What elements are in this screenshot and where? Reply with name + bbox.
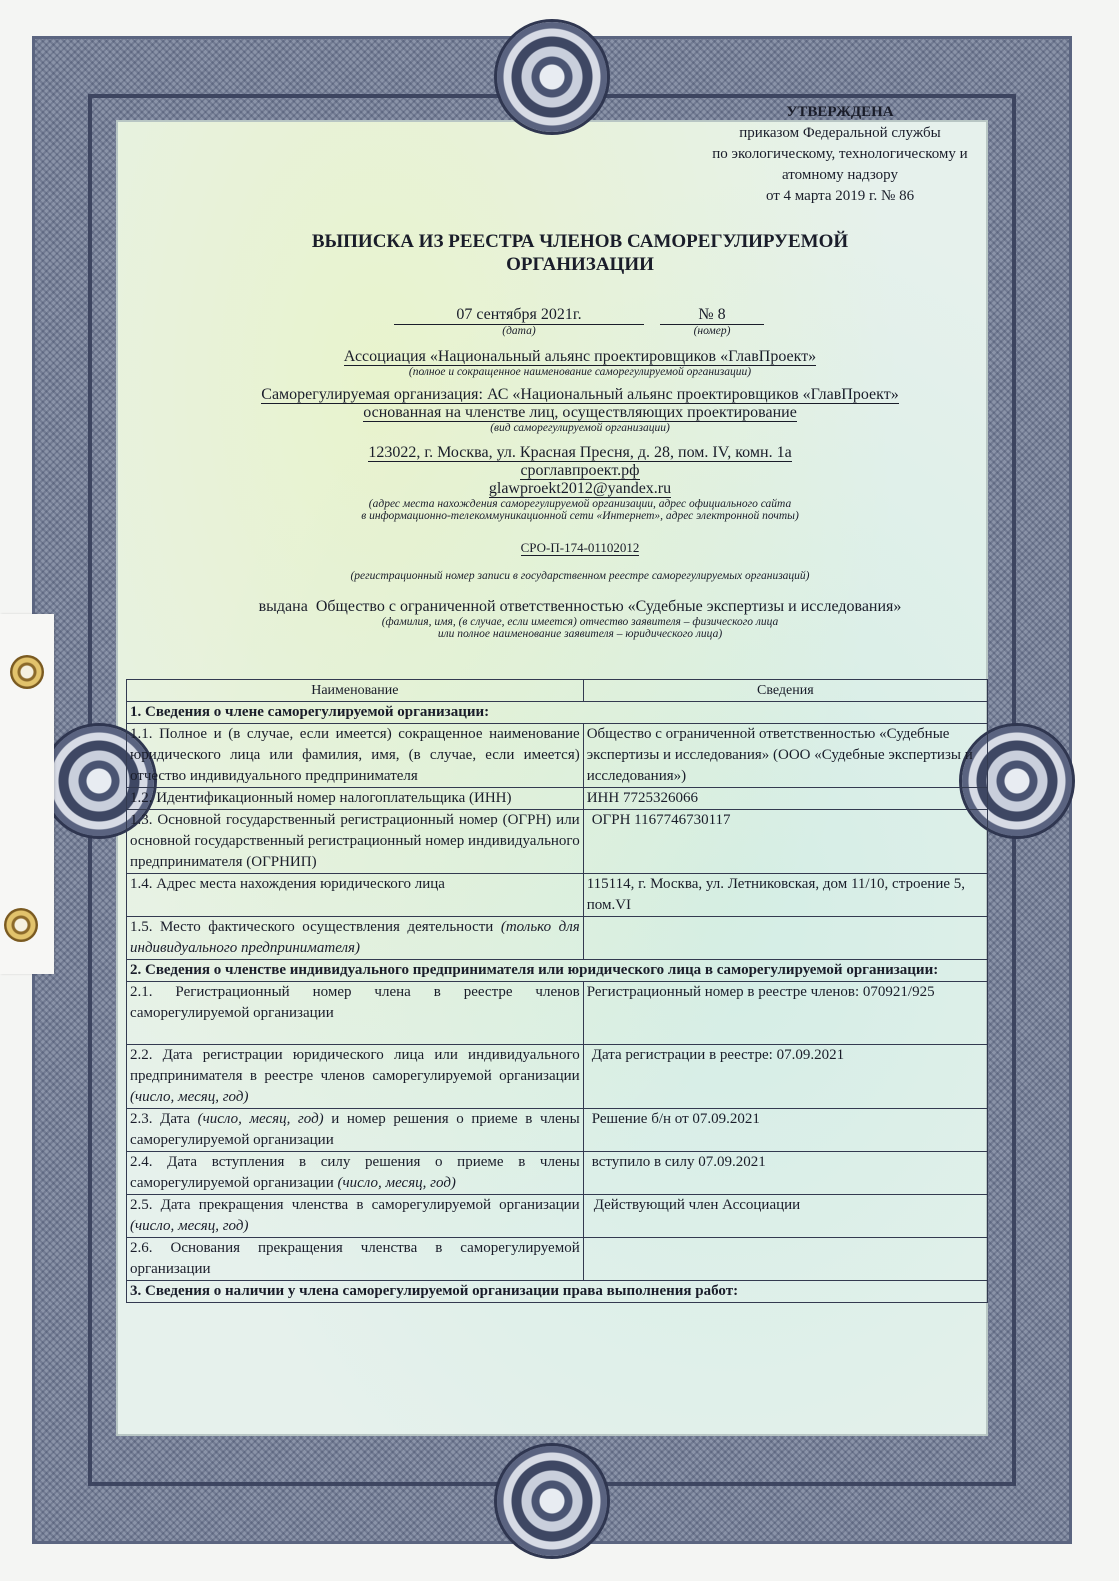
issued-to-caption: (фамилия, имя, (в случае, если имеется) отчество заявителя – физического лица: [381, 616, 779, 628]
organization-type-line: основанная на членстве лиц, осуществляющих проектирование: [363, 404, 797, 421]
field-label: [127, 1045, 584, 1109]
issued-to-block: [130, 598, 1030, 640]
approval-heading: УТВЕРЖДЕНА: [786, 104, 894, 120]
column-header: Наименование: [127, 680, 584, 702]
binding-eyelet-icon: [10, 655, 44, 689]
field-value: ОГРН 1167746730117: [583, 810, 987, 874]
field-label-note: (число, месяц, год): [130, 1218, 249, 1234]
field-label-text: 2.2. Дата регистрации юридического лица или индивидуального предпринимателя в реестре членов саморегулируемой организации: [130, 1047, 580, 1084]
field-label: [127, 1109, 584, 1152]
field-value: [583, 1238, 987, 1281]
field-label: [127, 917, 584, 960]
field-value: [583, 917, 987, 960]
organization-type-caption: (вид саморегулируемой организации): [490, 422, 670, 434]
issue-number-caption: (номер): [693, 325, 731, 337]
field-label-note: (число, месяц, год): [197, 1111, 324, 1127]
field-value: вступило в силу 07.09.2021: [583, 1152, 987, 1195]
section-row: [127, 702, 988, 724]
field-value: Регистрационный номер в реестре членов: 070921/925: [583, 982, 987, 1045]
registration-caption: (регистрационный номер записи в государственном реестре саморегулируемых организаций): [350, 570, 810, 582]
approval-line: по экологическому, технологическому и: [712, 146, 968, 162]
table-row: [127, 1195, 988, 1238]
column-header: Сведения: [583, 680, 987, 702]
organization-name-block: [130, 348, 1030, 378]
table-row: [127, 874, 988, 917]
field-label-text: 1.5. Место фактического осуществления деятельности: [130, 919, 494, 935]
field-value: ИНН 7725326066: [583, 788, 987, 810]
issue-number: № 8: [660, 306, 764, 325]
field-value: Действующий член Ассоциации: [583, 1195, 987, 1238]
organization-type-line: Саморегулируемая организация: АС «Национальный альянс проектировщиков «ГлавПроект»: [261, 386, 899, 403]
organization-type-block: [130, 386, 1030, 434]
organization-site-link[interactable]: сроглавпроект.рф: [520, 462, 640, 479]
field-label: 2.6. Основания прекращения членства в саморегулируемой организации: [127, 1238, 584, 1281]
field-label: [127, 1152, 584, 1195]
section-row: [127, 960, 988, 982]
organization-name-caption: (полное и сокращенное наименование саморегулируемой организации): [408, 366, 752, 378]
section-heading: 1. Сведения о члене саморегулируемой организации:: [127, 702, 988, 724]
field-label-note: (только для индивидуального предпринимателя): [130, 919, 580, 956]
issue-date-caption: (дата): [502, 325, 536, 337]
field-label-note: (число, месяц, год): [130, 1089, 249, 1105]
field-label: 1.4. Адрес места нахождения юридического лица: [127, 874, 584, 917]
table-row: [127, 788, 988, 810]
address-caption: (адрес места нахождения саморегулируемой организации, адрес официального сайта: [368, 498, 792, 510]
address-caption: в информационно-телекоммуникационной сети «Интернет», адрес электронной почты): [361, 510, 799, 522]
organization-name: Ассоциация «Национальный альянс проектировщиков «ГлавПроект»: [343, 348, 817, 365]
top-rosette-ornament: [497, 22, 607, 132]
field-label-note: (число, месяц, год): [337, 1175, 456, 1191]
approval-line: атомному надзору: [782, 167, 898, 183]
table-row: [127, 1152, 988, 1195]
field-label-text: и номер решения о приеме в члены саморегулируемой организации: [130, 1111, 580, 1148]
field-value: Дата регистрации в реестре: 07.09.2021: [583, 1045, 987, 1109]
title-line: ОРГАНИЗАЦИИ: [506, 254, 654, 275]
section-heading: 2. Сведения о членстве индивидуального предпринимателя или юридического лица в саморегулируемой организации:: [127, 960, 988, 982]
table-row: [127, 917, 988, 960]
issue-number-block: [660, 306, 764, 337]
registry-table: [126, 679, 988, 1303]
approval-line: от 4 марта 2019 г. № 86: [765, 188, 915, 204]
bottom-rosette-ornament: [497, 1446, 607, 1556]
section-row: [127, 1281, 988, 1303]
field-label-text: 2.5. Дата прекращения членства в саморегулируемой организации: [130, 1197, 580, 1213]
field-label: 1.2. Идентификационный номер налогоплательщика (ИНН): [127, 788, 584, 810]
binding-eyelet-icon: [4, 908, 38, 942]
registration-caption-block: [130, 570, 1030, 582]
field-value: 115114, г. Москва, ул. Летниковская, дом 11/10, строение 5, пом.VI: [583, 874, 987, 917]
issue-date-block: [394, 306, 644, 337]
table-row: [127, 982, 988, 1045]
table-header-row: [127, 680, 988, 702]
issued-to-value: Общество с ограниченной ответственностью «Судебные экспертизы и исследования»: [315, 598, 902, 615]
approval-stamp: [680, 102, 1000, 207]
field-label: 2.1. Регистрационный номер члена в реестре членов саморегулируемой организации: [127, 982, 584, 1045]
field-label-text: 2.3. Дата: [130, 1111, 190, 1127]
table-row: [127, 1238, 988, 1281]
table-row: [127, 810, 988, 874]
registration-number-block: [130, 540, 1030, 556]
table-row: [127, 724, 988, 788]
field-value: Общество с ограниченной ответственностью «Судебные экспертизы и исследования» (ООО «Судебные экспертизы и исследования»): [583, 724, 987, 788]
organization-email-link[interactable]: glawproekt2012@yandex.ru: [488, 480, 672, 497]
organization-address: 123022, г. Москва, ул. Красная Пресня, д. 28, пом. IV, комн. 1а: [368, 444, 792, 461]
approval-line: приказом Федеральной службы: [739, 125, 941, 141]
organization-contacts-block: [130, 444, 1030, 522]
field-label: 1.1. Полное и (в случае, если имеется) сокращенное наименование юридического лица или фамилия, имя, (в случае, если имеется) отчество индивидуального предпринимателя: [127, 724, 584, 788]
table-row: [127, 1045, 988, 1109]
document-title: [180, 230, 980, 276]
title-line: ВЫПИСКА ИЗ РЕЕСТРА ЧЛЕНОВ САМОРЕГУЛИРУЕМОЙ: [311, 231, 849, 252]
field-value: Решение б/н от 07.09.2021: [583, 1109, 987, 1152]
issued-to-label: выдана: [258, 598, 308, 615]
registration-number: СРО-П-174-01102012: [520, 540, 640, 555]
section-heading: 3. Сведения о наличии у члена саморегулируемой организации права выполнения работ:: [127, 1281, 988, 1303]
field-label: [127, 1195, 584, 1238]
table-row: [127, 1109, 988, 1152]
issued-to-caption: или полное наименование заявителя – юридического лица): [437, 628, 723, 640]
issue-date: 07 сентября 2021г.: [394, 306, 644, 325]
field-label: 1.3. Основной государственный регистрационный номер (ОГРН) или основной государственный регистрационный номер индивидуального предпринимателя (ОГРНИП): [127, 810, 584, 874]
field-label-text: 2.4. Дата вступления в силу решения о приеме в члены саморегулируемой организации: [130, 1154, 580, 1191]
